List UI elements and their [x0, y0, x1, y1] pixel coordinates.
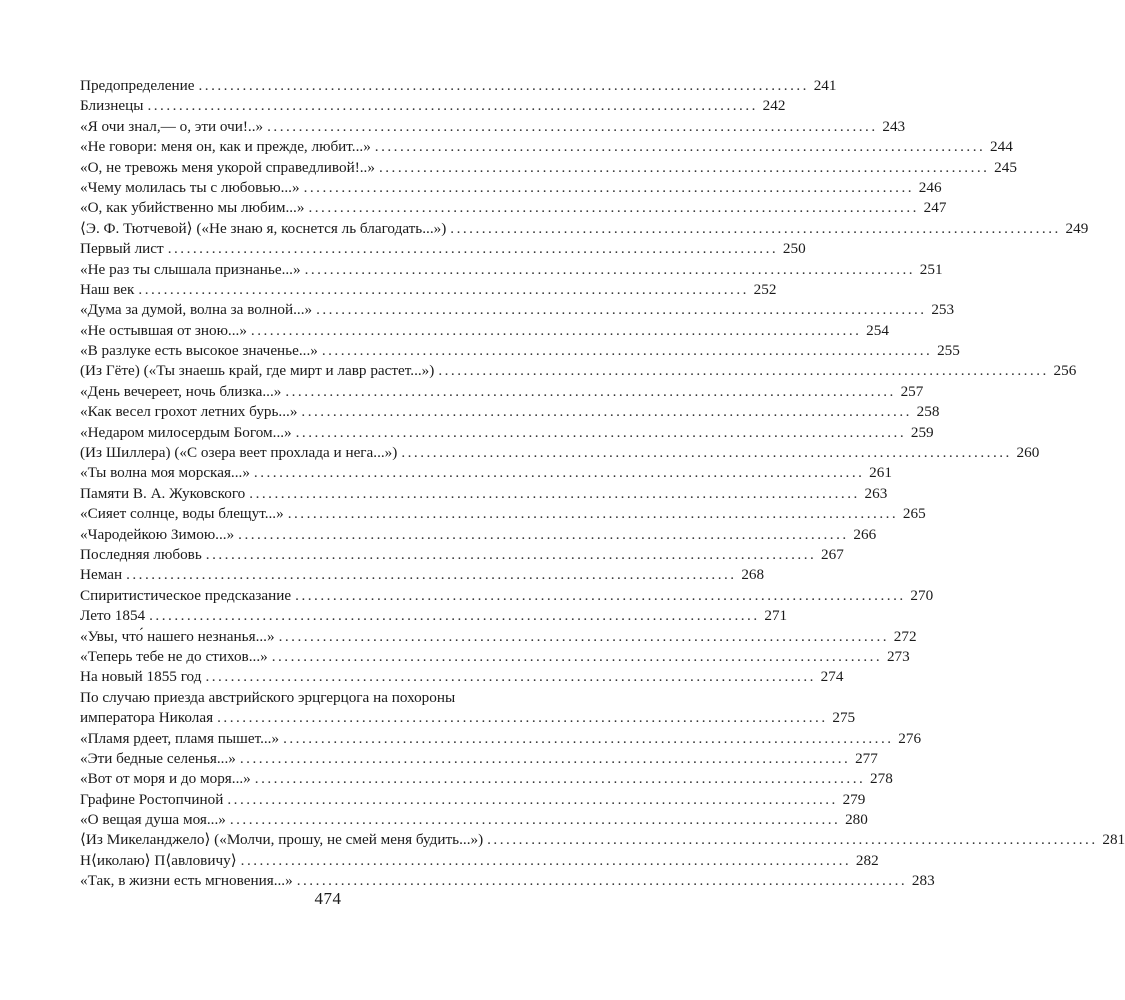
toc-entry [80, 280, 777, 300]
toc-entry-page: 271 [764, 607, 788, 625]
toc-entry-title: «Вот от моря и до моря...» [80, 770, 251, 788]
toc-entry-title-line1: По случаю приезда австрийского эрцгерцога на похороны [80, 688, 456, 706]
toc-entry-title: «Дума за думой, волна за волной...» [80, 301, 313, 319]
dot-leader [375, 137, 983, 157]
dot-leader [285, 382, 893, 402]
toc-entry-page: 274 [820, 668, 844, 686]
dot-leader [230, 810, 838, 830]
toc-entry [80, 76, 837, 96]
toc-entry-page: 255 [937, 342, 960, 360]
toc-entry-page: 280 [845, 811, 868, 829]
toc-entry-title: Предопределение [80, 77, 195, 94]
toc-entry-page: 268 [741, 566, 765, 584]
toc-entry-page: 259 [910, 423, 934, 441]
toc-entry-page: 241 [813, 77, 837, 94]
dot-leader [138, 280, 746, 300]
toc-entry-title: ⟨Из Микеланджело⟩ («Молчи, прошу, не смей меня будить...») [80, 831, 484, 849]
dot-leader [217, 708, 825, 728]
toc-entry-page: 267 [821, 545, 844, 563]
toc-entry-page: 249 [1065, 219, 1089, 237]
toc-entry [80, 178, 942, 198]
toc-entry-title: (Из Шиллера) («С озера веет прохлада и нега...») [80, 444, 398, 462]
toc-entry-title: «О, не тревожь меня укорой справедливой!..» [80, 158, 375, 176]
table-of-contents [80, 76, 1125, 892]
toc-entry-page: 277 [855, 749, 878, 767]
toc-entry-title: «В разлуке есть высокое значенье...» [80, 342, 318, 360]
toc-entry-page: 270 [910, 586, 934, 604]
toc-entry-title: Неман [80, 566, 123, 584]
toc-entry-page: 245 [994, 158, 1017, 176]
toc-entry-page: 246 [918, 178, 942, 196]
toc-entry-title-line2: императора Николая [80, 709, 214, 727]
toc-group-2 [80, 729, 1125, 892]
toc-entry [80, 484, 888, 504]
toc-entry [80, 198, 947, 218]
toc-entry [80, 96, 786, 116]
toc-entry [80, 688, 856, 729]
dot-leader [487, 830, 1095, 850]
toc-entry-title: «Теперь тебе не до стихов...» [80, 647, 268, 665]
dot-leader [304, 178, 912, 198]
dot-leader [295, 586, 903, 606]
toc-entry-page: 278 [870, 770, 893, 788]
toc-entry-title: «О, как убийственно мы любим...» [80, 199, 305, 217]
toc-entry [80, 260, 943, 280]
toc-entry-title: «Чародейкою Зимою...» [80, 525, 235, 543]
toc-entry-title: «Как весел грохот летних бурь...» [80, 403, 298, 421]
toc-entry-title: «Чему молилась ты с любовью...» [80, 178, 300, 196]
toc-entry [80, 729, 922, 749]
toc-entry-page: 281 [1102, 831, 1125, 849]
toc-entry-title: ⟨Э. Ф. Тютчевой⟩ («Не знаю я, коснется ль благодать...») [80, 219, 447, 237]
dot-leader [308, 198, 916, 218]
dot-leader [126, 565, 734, 585]
toc-entry [80, 382, 924, 402]
toc-entry-title: «Ты волна моя морская...» [80, 464, 250, 482]
toc-entry-title: Наш век [80, 280, 135, 298]
toc-entry [80, 463, 892, 483]
toc-entry [80, 504, 926, 524]
toc-entry-title: Лето 1854 [80, 607, 146, 625]
dot-leader [227, 790, 835, 810]
toc-entry [80, 219, 1089, 239]
dot-leader [288, 504, 896, 524]
dot-leader [251, 321, 859, 341]
toc-entry [80, 300, 955, 320]
toc-entry [80, 525, 877, 545]
dot-leader [249, 484, 857, 504]
dot-leader [379, 158, 987, 178]
toc-entry-page: 253 [931, 301, 955, 319]
toc-entry [80, 851, 879, 871]
dot-leader [305, 260, 913, 280]
toc-entry [80, 443, 1040, 463]
toc-entry-title: «О вещая душа моя...» [80, 811, 226, 829]
toc-entry [80, 647, 910, 667]
dot-leader [147, 96, 755, 116]
toc-entry-page: 247 [923, 199, 947, 217]
dot-leader [240, 749, 848, 769]
toc-entry [80, 341, 960, 361]
toc-entry-title: Спиритистическое предсказание [80, 586, 292, 604]
toc-entry-page: 254 [866, 321, 889, 339]
dot-leader [205, 667, 813, 687]
toc-entry-title: «Я очи знал,— о, эти очи!..» [80, 117, 264, 135]
toc-entry-title: «День вечереет, ночь близка...» [80, 382, 282, 400]
toc-entry-title: «Сияет солнце, воды блещут...» [80, 505, 284, 523]
toc-entry-page: 272 [893, 627, 917, 645]
toc-entry-title: Близнецы [80, 97, 144, 115]
toc-entry [80, 402, 940, 422]
toc-entry-page: 244 [990, 138, 1013, 156]
toc-entry-title: «Так, в жизни есть мгновения...» [80, 872, 293, 890]
toc-entry [80, 627, 917, 647]
toc-entry [80, 769, 893, 789]
dot-leader [450, 219, 1058, 239]
dot-leader [283, 729, 891, 749]
toc-entry-title: Памяти В. А. Жуковского [80, 484, 246, 502]
toc-entry [80, 545, 844, 565]
toc-entry [80, 749, 878, 769]
toc-entry-page: 266 [853, 525, 877, 543]
page-number: 474 [314, 889, 342, 908]
dot-leader [322, 341, 930, 361]
dot-leader [301, 402, 909, 422]
dot-leader [272, 647, 880, 667]
toc-entry [80, 239, 806, 259]
toc-entry-page: 283 [911, 872, 935, 890]
toc-entry [80, 565, 765, 585]
toc-entry-page: 243 [882, 117, 906, 135]
toc-entry-title: «Не раз ты слышала признанье...» [80, 260, 301, 278]
toc-entry [80, 586, 934, 606]
toc-entry [80, 117, 906, 137]
toc-entry-page: 250 [782, 240, 806, 258]
dot-leader [254, 463, 862, 483]
toc-entry-page: 261 [869, 464, 892, 482]
toc-entry-page: 265 [902, 505, 926, 523]
toc-group-1 [80, 76, 1089, 688]
toc-entry-title: «Не остывшая от зною...» [80, 321, 247, 339]
toc-entry-title: «Не говори: меня он, как и прежде, любит...» [80, 138, 371, 156]
toc-entry [80, 790, 866, 810]
toc-entry-page: 251 [919, 260, 943, 278]
toc-entry-page: 263 [864, 484, 888, 502]
toc-entry [80, 830, 1125, 850]
toc-entry-title: (Из Гёте) («Ты знаешь край, где мирт и лавр растет...») [80, 362, 435, 380]
dot-leader [296, 423, 904, 443]
dot-leader [401, 443, 1009, 463]
toc-entry-title: «Эти бедные селенья...» [80, 749, 236, 767]
dot-leader [206, 545, 814, 565]
toc-entry-title: «Недаром милосердым Богом...» [80, 423, 292, 441]
toc-entry-title: Последняя любовь [80, 545, 202, 563]
toc-entry-title: «Увы, что́ нашего незнанья...» [80, 627, 275, 645]
toc-entry [80, 321, 889, 341]
toc-entry-page: 275 [832, 709, 856, 727]
toc-entry [80, 361, 1077, 381]
toc-entry-page: 252 [753, 280, 777, 298]
dot-leader [267, 117, 875, 137]
dot-leader [149, 606, 757, 626]
toc-entry [80, 667, 844, 687]
toc-entry-title: «Пламя рдеет, пламя пышет...» [80, 729, 280, 747]
toc-entry-page: 279 [842, 790, 866, 808]
dot-leader [438, 361, 1046, 381]
dot-leader [198, 76, 806, 96]
dot-leader [168, 239, 776, 259]
dot-leader [238, 525, 846, 545]
toc-entry [80, 423, 934, 443]
toc-entry [80, 158, 1017, 178]
toc-entry-title: На новый 1855 год [80, 668, 202, 686]
toc-entry-page: 256 [1053, 362, 1077, 380]
dot-leader [255, 769, 863, 789]
toc-entry-page: 257 [900, 382, 924, 400]
toc-entry-title: Н⟨иколаю⟩ П⟨авловичу⟩ [80, 851, 237, 869]
toc-entry-title: Графине Ростопчиной [80, 790, 224, 808]
dot-leader [241, 851, 849, 871]
toc-entry-page: 260 [1016, 444, 1040, 462]
toc-entry-page: 242 [762, 97, 786, 115]
toc-entry-title: Первый лист [80, 240, 164, 258]
toc-entry-page: 282 [855, 851, 879, 869]
toc-entry [80, 810, 868, 830]
toc-entry-page: 258 [916, 403, 940, 421]
toc-entry-page: 276 [898, 729, 922, 747]
dot-leader [316, 300, 924, 320]
toc-entry-page: 273 [886, 647, 910, 665]
toc-entry [80, 606, 788, 626]
dot-leader [279, 627, 887, 647]
toc-entry [80, 137, 1013, 157]
